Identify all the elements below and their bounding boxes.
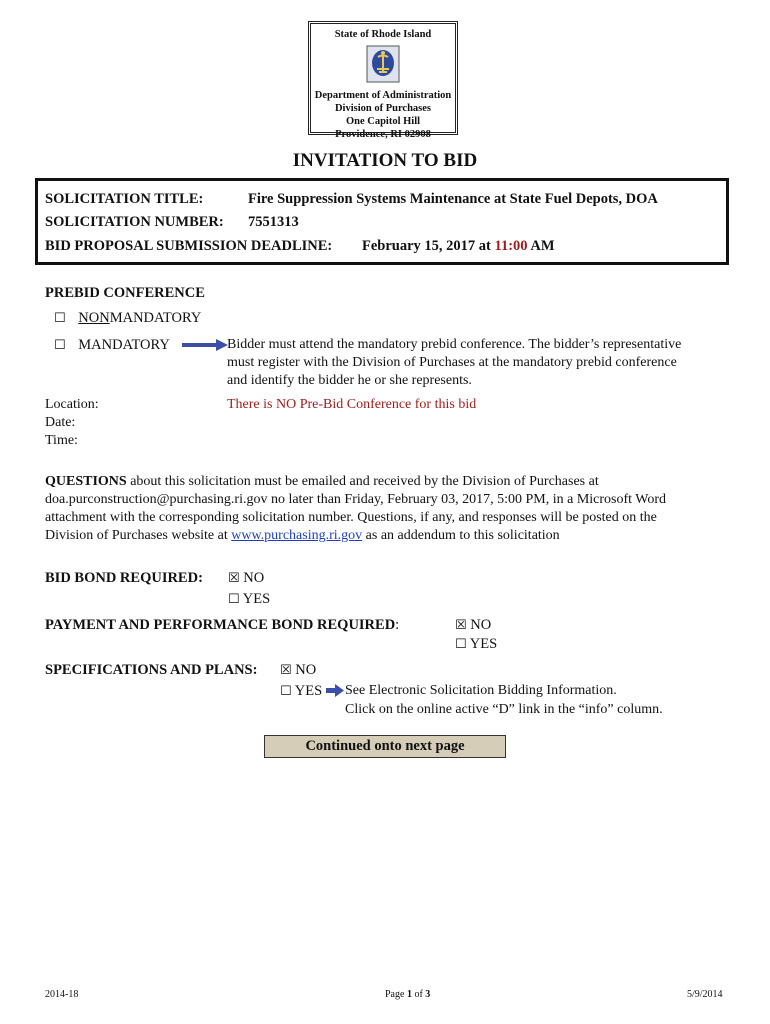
payment-bond-label-wrap (45, 616, 399, 634)
payment-bond-yes-checkbox[interactable]: ☐ (455, 637, 467, 652)
questions-line-4-pre: Division of Purchases website at (45, 528, 232, 543)
footer-page-prefix: Page (385, 989, 407, 1000)
arrow-right-icon (326, 684, 344, 697)
mandatory-checkbox[interactable]: ☐ (54, 338, 66, 353)
bid-bond-no-option[interactable] (228, 569, 264, 588)
questions-heading: QUESTIONS (45, 474, 127, 489)
payment-bond-colon: : (395, 617, 400, 633)
questions-line-2: doa.purconstruction@purchasing.ri.gov no later than Friday, February 03, 2017, 5:00 PM, in a Microsoft Word (45, 492, 667, 507)
questions-line-4-post: as an addendum to this solicitation (362, 528, 560, 543)
solicitation-title-value: Fire Suppression Systems Maintenance at State Fuel Depots, DOA (248, 191, 658, 207)
continued-banner: Continued onto next page (264, 735, 506, 758)
arrow-right-icon (182, 339, 228, 351)
footer-total-pages: 3 (425, 989, 431, 1000)
payment-bond-no-label: NO (470, 617, 492, 633)
questions-paragraph (45, 473, 745, 545)
mandatory-label: MANDATORY (78, 337, 170, 353)
nonmandatory-checkbox[interactable]: ☐ (54, 311, 66, 326)
bid-bond-no-label: NO (243, 570, 265, 586)
payment-bond-yes-label: YES (469, 636, 498, 652)
mandatory-note (227, 336, 681, 390)
mandatory-note-line-1: Bidder must attend the mandatory prebid conference. The bidder’s representative (227, 337, 682, 352)
state-seal-icon (366, 45, 400, 83)
nonmandatory-option[interactable] (54, 309, 201, 328)
time-label: Time: (45, 433, 78, 448)
deadline-time: 11:00 (494, 238, 528, 254)
footer-page-of: of (411, 989, 426, 1000)
deadline-label: BID PROPOSAL SUBMISSION DEADLINE: (45, 238, 333, 254)
bid-bond-yes-label: YES (242, 591, 271, 607)
bid-bond-no-checkbox-checked[interactable]: ☒ (228, 571, 240, 586)
payment-bond-yes-option[interactable] (455, 635, 497, 654)
footer-current-page: 1 (406, 989, 412, 1000)
specs-no-option[interactable] (280, 661, 316, 680)
department-name: Department of Administration (314, 90, 452, 101)
solicitation-title-label: SOLICITATION TITLE: (45, 191, 204, 207)
nonmandatory-prefix: NON (78, 310, 110, 326)
payment-bond-label: PAYMENT AND PERFORMANCE BOND REQUIRED (45, 617, 396, 633)
specs-no-label: NO (295, 662, 317, 678)
prebid-heading: PREBID CONFERENCE (45, 285, 205, 301)
footer-form-number: 2014-18 (45, 989, 79, 1000)
address-line-2: Providence, RI 02908 (335, 129, 431, 140)
page-title: INVITATION TO BID (292, 150, 478, 171)
location-label: Location: (45, 397, 99, 412)
deadline-ampm: AM (527, 238, 555, 254)
state-name: State of Rhode Island (334, 29, 432, 40)
division-name: Division of Purchases (334, 103, 432, 114)
address-line-1: One Capitol Hill (345, 116, 421, 127)
location-value: There is NO Pre-Bid Conference for this bid (227, 397, 477, 412)
questions-line-1: about this solicitation must be emailed and received by the Division of Purchases at (126, 474, 599, 489)
bid-bond-yes-checkbox[interactable]: ☐ (228, 592, 240, 607)
date-label: Date: (45, 415, 76, 430)
deadline-value (362, 237, 555, 255)
specs-note-line-2: Click on the online active “D” link in the “info” column. (345, 702, 663, 717)
purchasing-website-link[interactable]: www.purchasing.ri.gov (231, 528, 363, 543)
payment-bond-no-option[interactable] (455, 616, 491, 635)
payment-bond-no-checkbox-checked[interactable]: ☒ (455, 618, 467, 633)
specs-note-line-1: See Electronic Solicitation Bidding Information. (345, 683, 617, 698)
solicitation-number-value: 7551313 (248, 214, 299, 230)
solicitation-number-label: SOLICITATION NUMBER: (45, 214, 224, 230)
footer-page-number (385, 989, 430, 1000)
mandatory-note-line-2: must register with the Division of Purchases at the mandatory prebid conference (227, 355, 677, 370)
deadline-date: February 15, 2017 at (362, 238, 495, 254)
specs-yes-label: YES (294, 683, 323, 699)
questions-line-3: attachment with the corresponding solicitation number. Questions, if any, and responses will be posted on the (45, 510, 657, 525)
mandatory-note-line-3: and identify the bidder he or she represents. (227, 373, 472, 388)
specs-no-checkbox-checked[interactable]: ☒ (280, 663, 292, 678)
state-header-box (308, 21, 458, 140)
bid-bond-label: BID BOND REQUIRED: (45, 570, 203, 586)
footer-date: 5/9/2014 (687, 989, 723, 1000)
nonmandatory-label: MANDATORY (109, 310, 202, 326)
specs-yes-option[interactable] (280, 682, 322, 701)
specs-label: SPECIFICATIONS AND PLANS: (45, 662, 258, 678)
specs-yes-checkbox[interactable]: ☐ (280, 684, 292, 699)
mandatory-option[interactable] (54, 336, 170, 355)
bid-bond-yes-option[interactable] (228, 590, 270, 609)
